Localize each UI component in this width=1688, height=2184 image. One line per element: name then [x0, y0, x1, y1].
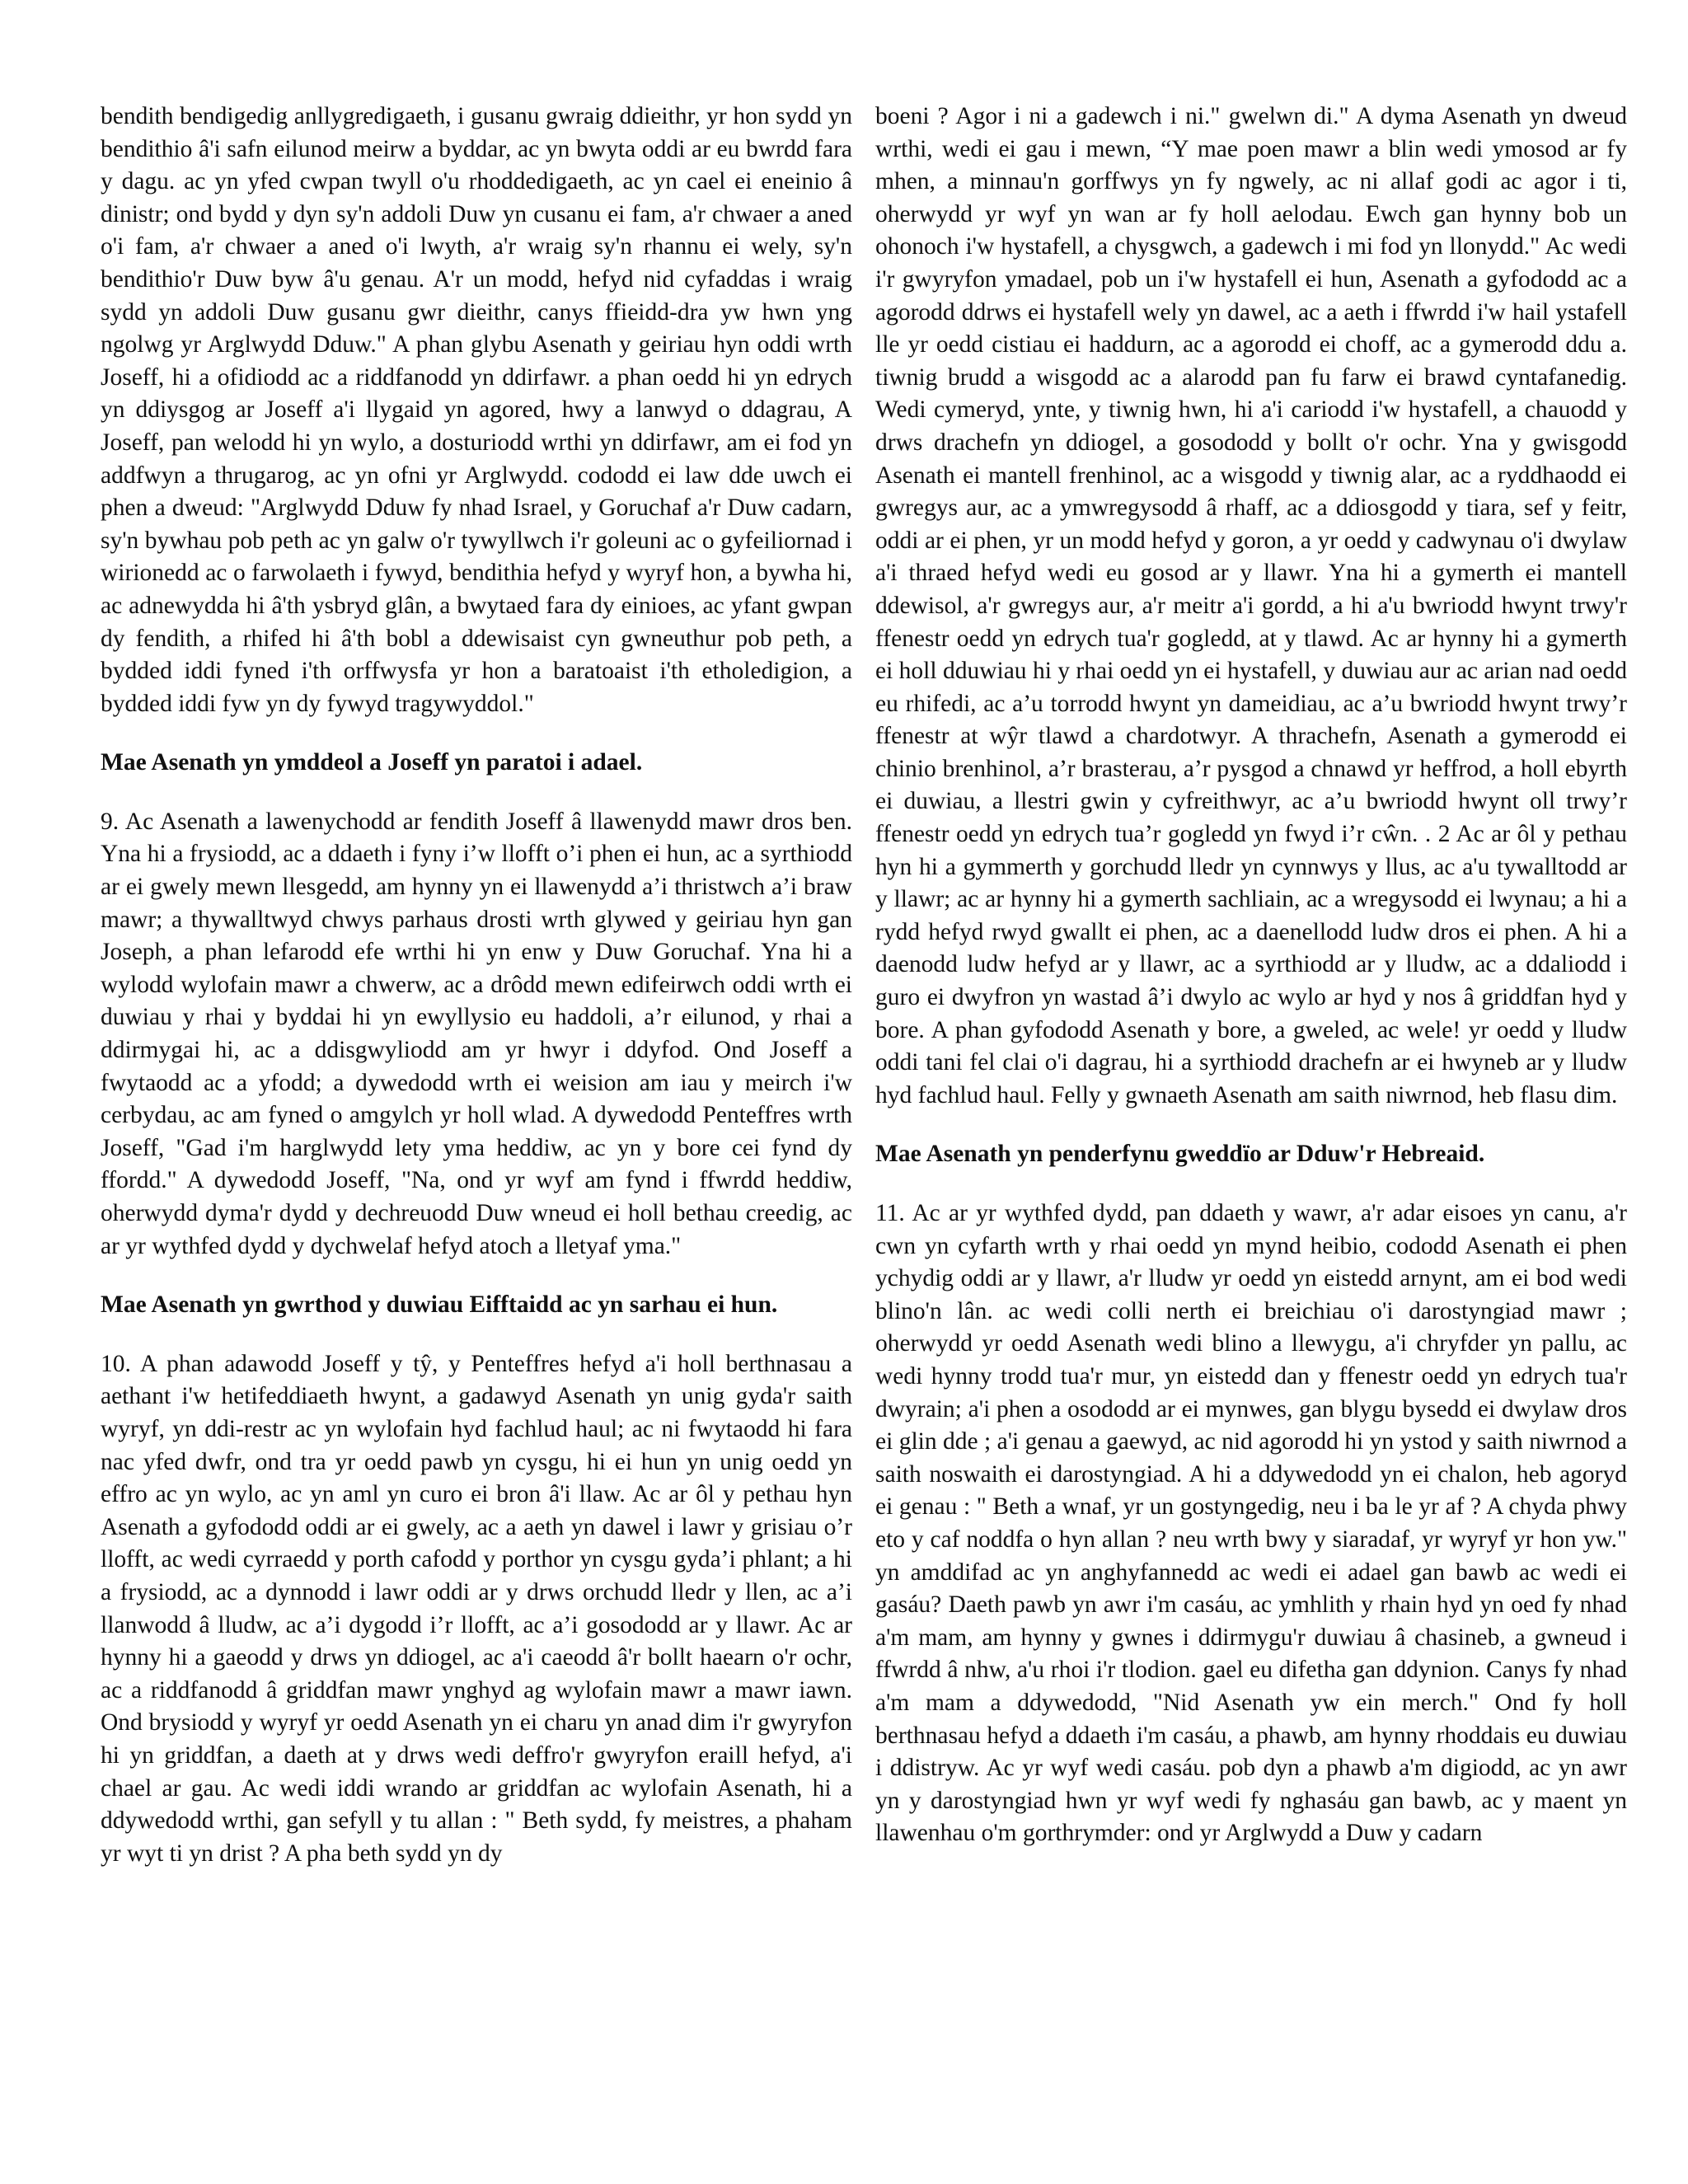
left-paragraph-3: 10. A phan adawodd Joseff y tŷ, y Penteffres hefyd a'i holl berthnasau a aethant i'w hetifeddiaeth hwynt, a gadawyd Asenath yn unig gyda'r saith wyryf, yn ddi-restr ac yn wylofain hyd fachlud haul; ac ni fwytaodd hi fara nac yfed dwfr, ond tra yr oedd pawb yn cysgu, hi ei hun yn unig oedd yn effro ac yn wylo, ac yn aml yn curo ei bron â'i llaw. Ac ar ôl y pethau hyn Asenath a gyfododd oddi ar ei gwely, ac a aeth yn dawel i lawr y grisiau o’r llofft, ac wedi cyrraedd y porth cafodd y porthor yn cysgu gyda’i phlant; a hi a frysiodd, ac a dynnodd i lawr oddi ar y drws orchudd lledr y llen, ac a’i llanwodd â lludw, ac a’i dygodd i’r llofft, ac a’i gosododd ar y llawr. Ac ar hynny hi a gaeodd y drws yn ddiogel, ac a'i caeodd â'r bollt haearn o'r ochr, ac a riddfanodd â griddfan mawr ynghyd ag wylofain mawr a mawr iawn. Ond brysiodd y wyryf yr oedd Asenath yn ei charu yn anad dim i'r gwyryfon hi yn griddfan, a daeth at y drws wedi deffro'r gwyryfon eraill hefyd, a'i chael ar gau. Ac wedi iddi wrando ar griddfan ac wylofain Asenath, hi a ddywedodd wrthi, gan sefyll y tu allan : " Beth sydd, fy meistres, a phaham yr wyt ti yn drist ? A pha beth sydd yn dy [101, 1350, 852, 1867]
left-section-heading-2: Mae Asenath yn gwrthod y duwiau Eifftaidd ac yn sarhau ei hun. [101, 1291, 778, 1319]
right-paragraph-1: boeni ? Agor i ni a gadewch i ni." gwelwn di." A dyma Asenath yn dweud wrthi, wedi ei gau i mewn, “Y mae poen mawr a blin wedi ymosod ar fy mhen, a minnau'n gorffwys yn fy ngwely, ac ni allaf godi ac agor i ti, oherwydd yr wyf yn wan ar fy holl aelodau. Ewch gan hynny bob un ohonoch i'w hystafell, a chysgwch, a gadewch i mi fod yn llonydd." Ac wedi i'r gwyryfon ymadael, pob un i'w hystafell ei hun, Asenath a gyfododd ac a agorodd ddrws ei hystafell wely yn dawel, ac a aeth i ffwrdd i'w hail ystafell lle yr oedd cistiau ei haddurn, ac a agorodd ei choff, ac a gymerodd ddu a. tiwnig brudd a wisgodd ac a alarodd pan fu farw ei brawd cyntafanedig. Wedi cymeryd, ynte, y tiwnig hwn, hi a'i cariodd i'w hystafell, a chauodd y drws drachefn yn ddiogel, a gosododd y bollt o'r ochr. Yna y gwisgodd Asenath ei mantell frenhinol, ac a wisgodd y tiwnig alar, ac a ryddhaodd ei gwregys aur, ac a ymwregysodd â rhaff, ac a ddiosgodd y tiara, sef y feitr, oddi ar ei phen, yr un modd hefyd y goron, a yr oedd y cadwynau o'i dwylaw a'i thraed hefyd wedi eu gosod ar y llawr. Yna hi a gymerth ei mantell ddewisol, a'r gwregys aur, a'r meitr a'i gordd, a hi a'u bwriodd hwynt trwy'r ffenestr oedd yn edrych tua'r gogledd, at y tlawd. Ac ar hynny hi a gymerth ei holl dduwiau hi y rhai oedd yn ei hystafell, y duwiau aur ac arian nad oedd eu rhifedi, ac a’u torrodd hwynt yn dameidiau, ac a’u bwriodd hwynt trwy’r ffenestr at wŷr tlawd a chardotwyr. A thrachefn, Asenath a gymerodd ei chinio brenhinol, a’r brasterau, a’r pysgod a chnawd yr heffrod, a holl ebyrth ei duwiau, a llestri gwin y cyfreithwyr, ac a’u bwriodd hwynt oll trwy’r ffenestr oedd yn edrych tua’r gogledd yn fwyd i’r cŵn. . 2 Ac ar ôl y pethau hyn hi a gymmerth y gorchudd lledr yn cynnwys y llus, ac a'u tywalltodd ar y llawr; ac ar hynny hi a gymerth sachliain, ac a wregysodd ei lwynau; a hi a rydd hefyd rwyd gwallt ei phen, ac a daenellodd ludw dros ei phen. A hi a daenodd ludw hefyd ar y llawr, ac a syrthiodd ar y lludw, ac a ddaliodd i guro ei dwyfron yn wastad â’i dwylo ac wylo ar hyd y nos â griddfan hyd y bore. A phan gyfododd Asenath y bore, a gweled, ac wele! yr oedd y lludw oddi tani fel clai o'i dagrau, hi a syrthiodd drachefn ar ei hwyneb ar y lludw hyd fachlud haul. Felly y gwnaeth Asenath am saith niwrnod, heb flasu dim. [875, 103, 1627, 1108]
right-paragraph-2: 11. Ac ar yr wythfed dydd, pan ddaeth y wawr, a'r adar eisoes yn canu, a'r cwn yn cyfarth wrth y rhai oedd yn mynd heibio, cododd Asenath ei phen ychydig oddi ar y llawr, a'r lludw yr oedd yn eistedd arnynt, am ei bod wedi blino'n lân. ac wedi colli nerth ei breichiau o'i darostyngiad mawr ; oherwydd yr oedd Asenath wedi blino a llewygu, a'i chryfder yn pallu, ac wedi hynny trodd tua'r mur, yn eistedd dan y ffenestr oedd yn edrych tua'r dwyrain; a'i phen a osododd ar ei mynwes, gan blygu bysedd ei dwylaw dros ei glin dde ; a'i genau a gaewyd, ac nid agorodd hi yn ystod y saith niwrnod a saith noswaith ei darostyngiad. A hi a ddywedodd yn ei chalon, heb agoryd ei genau : " Beth a wnaf, yr un gostyngedig, neu i ba le yr af ? A chyda phwy eto y caf noddfa o hyn allan ? neu wrth bwy y siaradaf, yr wyryf yr hon yw." yn amddifad ac yn anghyfannedd ac wedi ei adael gan bawb ac wedi ei gasáu? Daeth pawb yn awr i'm casáu, ac ymhlith y rhain hyd yn oed fy nhad a'm mam, am hynny y gwnes i ddirmygu'r duwiau â chasineb, a gwneud i ffwrdd â nhw, a'u rhoi i'r tlodion. gael eu difetha gan ddynion. Canys fy nhad a'm mam a ddywedodd, "Nid Asenath yw ein merch." Ond fy holl berthnasau hefyd a ddaeth i'm casáu, a phawb, am hynny rhoddais eu duwiau i ddistryw. Ac yr wyf wedi casáu. pob dyn a phawb a'm digiodd, ac yn awr yn y darostyngiad hwn yr wyf wedi fy nghasáu gan bawb, ac y maent yn llawenhau o'm gorthrymder: ond yr Arglwydd a Duw y cadarn [875, 1200, 1627, 1847]
right-column [875, 101, 1627, 1877]
left-column [101, 101, 852, 1896]
left-paragraph-2: 9. Ac Asenath a lawenychodd ar fendith Joseff â llawenydd mawr dros ben. Yna hi a frysiodd, ac a ddaeth i fyny i’w llofft o’i phen ei hun, ac a syrthiodd ar ei gwely mewn llesgedd, am hynny yn ei llawenydd a’i thristwch a’i braw mawr; a thywalltwyd chwys parhaus drosti wrth glywed y geiriau hyn gan Joseph, a phan lefarodd efe wrthi hi yn enw y Duw Goruchaf. Yna hi a wylodd wylofain mawr a chwerw, ac a drôdd mewn edifeirwch oddi wrth ei duwiau y rhai y byddai hi yn ewyllysio eu haddoli, a’r eilunod, y rhai a ddirmygai hi, ac a ddisgwyliodd am yr hwyr i ddyfod. Ond Joseff a fwytaodd ac a yfodd; a dywedodd wrth ei weision am iau y meirch i'w cerbydau, ac am fyned o amgylch yr holl wlad. A dywedodd Penteffres wrth Joseff, "Gad i'm harglwydd lety yma heddiw, ac yn y bore cei fynd dy ffordd." A dywedodd Joseff, "Na, ond yr wyf am fynd i ffwrdd heddiw, oherwydd dyma'r dydd y dechreuodd Duw wneud ei holl bethau creedig, ac ar yr wythfed dydd y dychwelaf hefyd atoch a lletyaf yma." [101, 808, 852, 1259]
left-section-heading-1: Mae Asenath yn ymddeol a Joseff yn paratoi i adael. [101, 749, 643, 776]
right-section-heading-1: Mae Asenath yn penderfynu gweddïo ar Dduw'r Hebreaid. [875, 1141, 1485, 1168]
left-paragraph-1: bendith bendigedig anllygredigaeth, i gusanu gwraig ddieithr, yr hon sydd yn bendithio â'i safn eilunod meirw a byddar, ac yn bwyta oddi ar eu bwrdd fara y dagu. ac yn yfed cwpan twyll o'u rhoddedigaeth, ac yn cael ei eneinio â dinistr; ond bydd y dyn sy'n addoli Duw yn cusanu ei fam, a'r chwaer a aned o'i fam, a'r chwaer a aned o'i lwyth, a'r wraig sy'n rhannu ei wely, sy'n bendithio'r Duw byw â'u genau. A'r un modd, hefyd nid cyfaddas i wraig sydd yn addoli Duw gusanu gwr dieithr, canys ffieidd-dra yw hwn yng ngolwg yr Arglwydd Dduw." A phan glybu Asenath y geiriau hyn oddi wrth Joseff, hi a ofidiodd ac a riddfanodd yn ddirfawr. a phan oedd hi yn edrych yn ddiysgog ar Joseff a'i llygaid yn agored, hwy a lanwyd o ddagrau, A Joseff, pan welodd hi yn wylo, a dosturiodd wrthi yn ddirfawr, am ei fod yn addfwyn a thrugarog, ac yn ofni yr Arglwydd. cododd ei law dde uwch ei phen a dweud: "Arglwydd Dduw fy nhad Israel, y Goruchaf a'r Duw cadarn, sy'n bywhau pob peth ac yn galw o'r tywyllwch i'r goleuni ac o gyfeiliornad i wirionedd ac o farwolaeth i fywyd, bendithia hefyd y wyryf hon, a bywha hi, ac adnewydda hi â'th ysbryd glân, a bwytaed fara dy einioes, ac yfant gwpan dy fendith, a rhifed hi â'th bobl a ddewisaist cyn gwneuthur pob peth, a bydded iddi fyned i'th orffwysfa yr hon a baratoaist i'th etholedigion, a bydded iddi fyw yn dy fywyd tragywyddol." [101, 103, 852, 717]
